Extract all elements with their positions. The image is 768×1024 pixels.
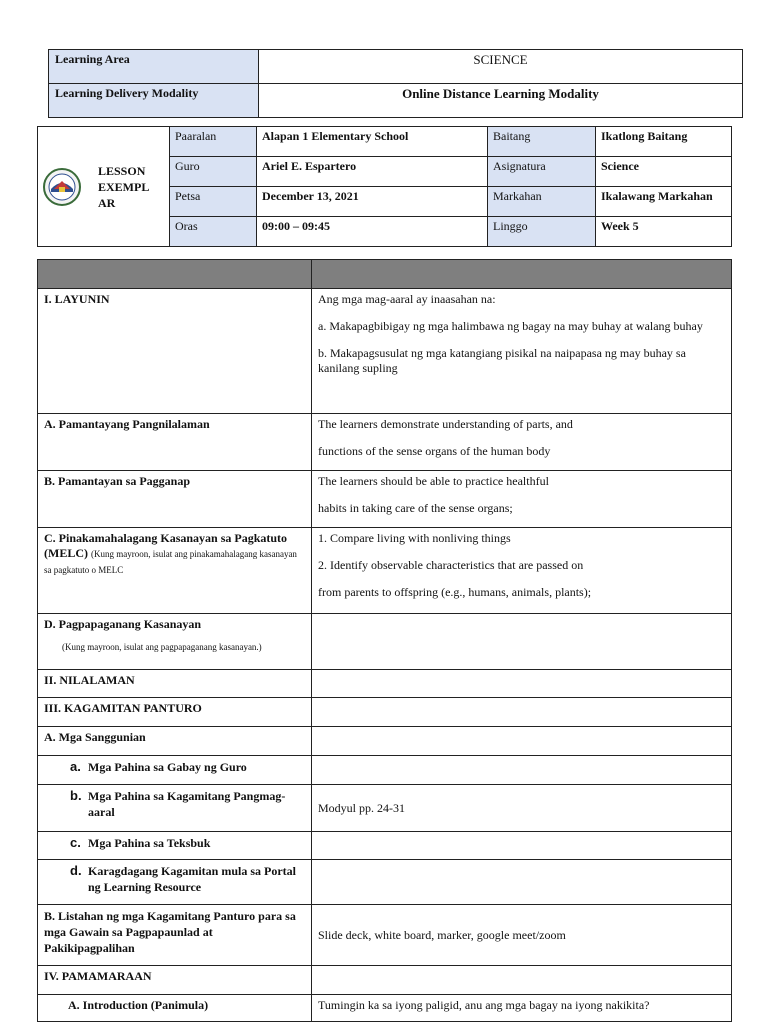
table-row	[38, 289, 732, 414]
melc-line: 1. Compare living with nonliving things	[318, 531, 511, 545]
pamantayan-pagganap-label: B. Pamantayan sa Pagganap	[38, 471, 312, 528]
teksbuk-label: Mga Pahina sa Teksbuk	[88, 836, 211, 850]
table-row	[38, 966, 732, 995]
pagpapaganang-note: (Kung mayroon, isulat ang pagpapaganang kasanayan.)	[62, 642, 262, 652]
table-row	[38, 414, 732, 471]
pamamaraan-label: IV. PAMAMARAAN	[38, 966, 312, 995]
introduction-value: Tumingin ka sa iyong paligid, anu ang mga bagay na iyong nakikita?	[312, 995, 732, 1022]
table-row	[38, 471, 732, 528]
table-row	[38, 785, 732, 832]
melc-line: from parents to offspring (e.g., humans, animals, plants);	[318, 585, 592, 599]
listahan-value: Slide deck, white board, marker, google meet/zoom	[312, 905, 732, 966]
kagamitang-pangmag-aaral-label: Mga Pahina sa Kagamitang Pangmag-aaral	[88, 789, 286, 819]
melc-label: C. Pinakamahalagang Kasanayan sa Pagkatuto (MELC)	[44, 531, 288, 560]
sub-letter: a.	[70, 759, 81, 774]
sub-letter: d.	[70, 863, 82, 878]
table-row	[38, 670, 732, 698]
lesson-plan-table	[37, 259, 732, 1022]
paaralan-value: Alapan 1 Elementary School	[257, 127, 488, 157]
baitang-label: Baitang	[488, 127, 596, 157]
baitang-value: Ikatlong Baitang	[596, 127, 732, 157]
guro-label: Guro	[170, 157, 257, 187]
asignatura-value: Science	[596, 157, 732, 187]
content-line: The learners demonstrate understanding of parts, and	[318, 417, 573, 431]
layunin-line: Ang mga mag-aaral ay inaasahan na:	[318, 292, 496, 306]
paaralan-label: Paaralan	[170, 127, 257, 157]
sub-letter: c.	[70, 835, 81, 850]
empty-cell	[312, 670, 732, 698]
linggo-label: Linggo	[488, 217, 596, 247]
sanggunian-label: A. Mga Sanggunian	[38, 727, 312, 756]
table-row	[38, 995, 732, 1022]
table-row	[38, 860, 732, 905]
layunin-line: a. Makapagbibigay ng mga halimbawa ng bagay na may buhay at walang buhay	[318, 319, 703, 333]
kagamitang-pangmag-aaral-value: Modyul pp. 24-31	[312, 785, 732, 832]
empty-cell	[312, 698, 732, 727]
sub-letter: b.	[70, 788, 82, 803]
teksbuk-value	[312, 832, 732, 860]
petsa-value: December 13, 2021	[257, 187, 488, 217]
markahan-value: Ikalawang Markahan	[596, 187, 732, 217]
gabay-guro-value	[312, 756, 732, 785]
layunin-label: I. LAYUNIN	[38, 289, 312, 414]
markahan-label: Markahan	[488, 187, 596, 217]
table-row	[38, 528, 732, 614]
modality-value: Online Distance Learning Modality	[259, 84, 743, 118]
empty-cell	[312, 614, 732, 670]
petsa-label: Petsa	[170, 187, 257, 217]
content-line: habits in taking care of the sense organs;	[318, 501, 513, 515]
lesson-exemplar-label: LESSON EXEMPL AR	[98, 163, 149, 210]
gabay-guro-label: Mga Pahina sa Gabay ng Guro	[88, 760, 247, 774]
kagamitan-label: III. KAGAMITAN PANTURO	[38, 698, 312, 727]
oras-label: Oras	[170, 217, 257, 247]
learning-resource-label: Karagdagang Kagamitan mula sa Portal ng Learning Resource	[88, 864, 297, 894]
pamantayang-pangnilalaman-label: A. Pamantayang Pangnilalaman	[38, 414, 312, 471]
learning-area-value: SCIENCE	[259, 50, 743, 84]
table-row	[38, 905, 732, 966]
school-seal-icon	[42, 167, 82, 207]
table-row	[38, 832, 732, 860]
nilalaman-label: II. NILALAMAN	[38, 670, 312, 698]
content-line: The learners should be able to practice healthful	[318, 474, 549, 488]
table-row	[38, 698, 732, 727]
asignatura-label: Asignatura	[488, 157, 596, 187]
table-row	[38, 727, 732, 756]
oras-value: 09:00 – 09:45	[257, 217, 488, 247]
table-header-row	[38, 260, 732, 289]
lesson-header-table	[37, 126, 732, 247]
table-row	[38, 614, 732, 670]
table-row	[38, 756, 732, 785]
layunin-line: b. Makapagsusulat ng mga katangiang pisikal na naipapasa ng may buhay sa kanilang supling	[318, 346, 686, 375]
info-table	[48, 49, 743, 118]
guro-value: Ariel E. Espartero	[257, 157, 488, 187]
learning-resource-value	[312, 860, 732, 905]
empty-cell	[312, 966, 732, 995]
melc-line: 2. Identify observable characteristics that are passed on	[318, 558, 584, 572]
learning-area-label: Learning Area	[49, 50, 259, 84]
header-cell-left	[38, 260, 312, 289]
introduction-label: A. Introduction (Panimula)	[38, 995, 312, 1022]
content-line: functions of the sense organs of the human body	[318, 444, 551, 458]
modality-label: Learning Delivery Modality	[49, 84, 259, 118]
listahan-label: B. Listahan ng mga Kagamitang Panturo para sa mga Gawain sa Pagpapaunlad at Pakikipagpalihan	[38, 905, 312, 966]
pagpapaganang-label: D. Pagpapaganang Kasanayan	[44, 617, 202, 631]
melc-note: (Kung mayroon, isulat ang pinakamahalagang kasanayan sa pagkatuto o MELC	[44, 549, 297, 575]
linggo-value: Week 5	[596, 217, 732, 247]
header-cell-right	[312, 260, 732, 289]
empty-cell	[312, 727, 732, 756]
logo-cell	[38, 127, 170, 247]
